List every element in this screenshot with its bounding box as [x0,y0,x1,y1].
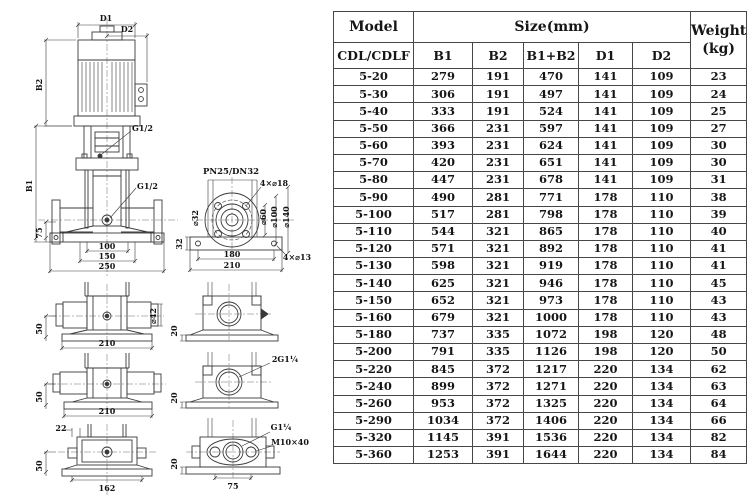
table-row [334,206,747,223]
value-cell: 120 [633,326,691,343]
dimension-table-wrap [333,11,747,464]
value-cell: 63 [691,378,747,395]
value-cell: 524 [524,103,579,120]
dim-phi32: ⌀32 [190,210,200,226]
value-cell: 24 [691,86,747,103]
model-cell: 5-130 [334,258,414,275]
base-view-3-dims [44,428,144,482]
value-cell: 845 [414,361,473,378]
discharge-flange [154,200,162,244]
model-cell: 5-90 [334,189,414,206]
value-cell: 1271 [524,378,579,395]
model-cell: 5-80 [334,172,414,189]
table-row [334,429,747,446]
value-cell: 191 [473,69,524,86]
table-body [334,69,747,464]
value-cell: 391 [473,429,524,446]
table-row [334,361,747,378]
dim-75: 75 [34,227,44,239]
header-b1b2: B1+B2 [524,43,579,69]
value-cell: 1325 [524,395,579,412]
header-weight-line1: Weight [691,22,747,39]
value-cell: 598 [414,258,473,275]
port-label-upper: G1/2 [132,123,153,133]
header-model: Model [334,12,414,43]
value-cell: 178 [579,223,633,240]
oval-flange-labels [169,422,309,491]
value-cell: 45 [691,275,747,292]
value-cell: 771 [524,189,579,206]
value-cell: 279 [414,69,473,86]
dim-22: 22 [55,423,67,433]
value-cell: 321 [473,240,524,257]
table-row [334,69,747,86]
technical-drawing [0,0,333,500]
value-cell: 321 [473,223,524,240]
value-cell: 544 [414,223,473,240]
model-cell: 5-290 [334,412,414,429]
value-cell: 110 [633,258,691,275]
side-port [261,309,268,319]
value-cell: 571 [414,240,473,257]
value-cell: 231 [473,154,524,171]
value-cell: 1644 [524,447,579,464]
value-cell: 110 [633,189,691,206]
value-cell: 23 [691,69,747,86]
model-cell: 5-260 [334,395,414,412]
port-view-2 [180,352,278,408]
value-cell: 27 [691,120,747,137]
value-cell: 134 [633,378,691,395]
value-cell: 109 [633,154,691,171]
value-cell: 134 [633,395,691,412]
value-cell: 1126 [524,344,579,361]
bolt-spec-label: M10×40 [271,437,309,447]
value-cell: 191 [473,103,524,120]
value-cell: 62 [691,361,747,378]
value-cell: 220 [579,429,633,446]
value-cell: 141 [579,172,633,189]
value-cell: 141 [579,103,633,120]
value-cell: 109 [633,103,691,120]
value-cell: 231 [473,172,524,189]
table-row [334,172,747,189]
value-cell: 25 [691,103,747,120]
table-row [334,223,747,240]
value-cell: 946 [524,275,579,292]
header-weight-line2: (kg) [702,41,735,57]
drain-port [105,218,109,222]
value-cell: 798 [524,206,579,223]
value-cell: 366 [414,120,473,137]
dim-162: 162 [98,483,116,493]
value-cell: 31 [691,172,747,189]
flange-spec-label: PN25/DN32 [202,167,260,177]
value-cell: 1217 [524,361,579,378]
value-cell: 372 [473,412,524,429]
value-cell: 899 [414,378,473,395]
value-cell: 84 [691,447,747,464]
dim-50-v2: 50 [34,391,44,403]
dim-32: 32 [174,238,184,250]
port-view-1-labels [169,325,179,337]
value-cell: 41 [691,240,747,257]
dim-210-v2: 210 [98,406,116,416]
value-cell: 391 [473,447,524,464]
dim-d2: D2 [120,24,134,34]
value-cell: 30 [691,154,747,171]
dim-phi42: ⌀42 [148,308,158,324]
table-row [334,395,747,412]
dim-phi100: ⌀100 [269,206,279,228]
model-cell: 5-50 [334,120,414,137]
port-view-1 [180,282,278,341]
value-cell: 110 [633,292,691,309]
motor-body [78,40,135,116]
value-cell: 141 [579,154,633,171]
model-cell: 5-30 [334,86,414,103]
dim-150: 150 [98,251,116,261]
model-cell: 5-70 [334,154,414,171]
value-cell: 624 [524,137,579,154]
dim-250: 250 [98,261,116,271]
dim-20-oval: 20 [169,458,179,470]
value-cell: 48 [691,326,747,343]
value-cell: 791 [414,344,473,361]
port-label-lower: G1/2 [137,181,158,191]
value-cell: 321 [473,275,524,292]
model-cell: 5-110 [334,223,414,240]
value-cell: 39 [691,206,747,223]
value-cell: 110 [633,223,691,240]
oval-flange-view [180,418,280,480]
value-cell: 737 [414,326,473,343]
dim-50-v1: 50 [34,323,44,335]
value-cell: 178 [579,292,633,309]
dim-20-p1: 20 [169,325,179,337]
thread-label-g114: G1¼ [270,422,292,432]
header-weight [691,12,747,69]
table-row [334,258,747,275]
pump-front-view [34,18,178,278]
value-cell: 973 [524,292,579,309]
value-cell: 1253 [414,447,473,464]
value-cell: 321 [473,258,524,275]
header-b2: B2 [473,43,524,69]
dim-210-v1: 210 [98,338,116,348]
header-size: Size(mm) [414,12,691,43]
value-cell: 134 [633,429,691,446]
value-cell: 470 [524,69,579,86]
table-row [334,240,747,257]
value-cell: 141 [579,120,633,137]
value-cell: 66 [691,412,747,429]
value-cell: 109 [633,120,691,137]
dimension-table [333,11,747,464]
value-cell: 306 [414,86,473,103]
bolt-hole [215,231,222,238]
flange-top-view [185,177,296,272]
value-cell: 109 [633,86,691,103]
value-cell: 178 [579,206,633,223]
value-cell: 43 [691,292,747,309]
dim-20-p2: 20 [169,392,179,404]
value-cell: 393 [414,137,473,154]
value-cell: 110 [633,240,691,257]
model-cell: 5-140 [334,275,414,292]
base-holes-label: 4×⌀13 [282,252,312,262]
value-cell: 625 [414,275,473,292]
value-cell: 231 [473,137,524,154]
table-header [334,12,747,69]
model-cell: 5-320 [334,429,414,446]
value-cell: 220 [579,412,633,429]
value-cell: 652 [414,292,473,309]
value-cell: 865 [524,223,579,240]
thread-label-2g: 2G1¼ [271,354,299,364]
value-cell: 372 [473,378,524,395]
value-cell: 178 [579,240,633,257]
value-cell: 109 [633,69,691,86]
value-cell: 191 [473,86,524,103]
value-cell: 178 [579,309,633,326]
dim-b2: B2 [34,78,44,92]
value-cell: 953 [414,395,473,412]
value-cell: 1072 [524,326,579,343]
value-cell: 141 [579,69,633,86]
value-cell: 220 [579,378,633,395]
value-cell: 231 [473,120,524,137]
value-cell: 420 [414,154,473,171]
model-cell: 5-120 [334,240,414,257]
value-cell: 30 [691,137,747,154]
value-cell: 134 [633,361,691,378]
value-cell: 178 [579,189,633,206]
header-b1: B1 [414,43,473,69]
value-cell: 109 [633,172,691,189]
header-model-sub: CDL/CDLF [334,43,414,69]
value-cell: 50 [691,344,747,361]
table-row [334,189,747,206]
value-cell: 134 [633,412,691,429]
value-cell: 220 [579,395,633,412]
table-row [334,275,747,292]
dim-phi140: ⌀140 [281,206,291,228]
value-cell: 220 [579,361,633,378]
table-row [334,344,747,361]
value-cell: 281 [473,206,524,223]
value-cell: 1145 [414,429,473,446]
model-cell: 5-180 [334,326,414,343]
value-cell: 490 [414,189,473,206]
table-row [334,447,747,464]
value-cell: 109 [633,137,691,154]
model-cell: 5-160 [334,309,414,326]
value-cell: 281 [473,189,524,206]
value-cell: 134 [633,447,691,464]
upper-plug-port [98,154,102,158]
value-cell: 447 [414,172,473,189]
dim-210-flange: 210 [223,260,241,270]
dim-75-oval: 75 [227,481,239,491]
value-cell: 372 [473,361,524,378]
table-row [334,103,747,120]
value-cell: 333 [414,103,473,120]
model-cell: 5-20 [334,69,414,86]
header-d2: D2 [633,43,691,69]
table-row [334,412,747,429]
oval-view-dims [180,467,253,480]
table-row [334,120,747,137]
value-cell: 335 [473,344,524,361]
table-row [334,86,747,103]
value-cell: 517 [414,206,473,223]
dim-50-v3: 50 [34,460,44,472]
value-cell: 678 [524,172,579,189]
value-cell: 651 [524,154,579,171]
value-cell: 38 [691,189,747,206]
value-cell: 198 [579,344,633,361]
table-row [334,137,747,154]
model-cell: 5-60 [334,137,414,154]
value-cell: 335 [473,326,524,343]
value-cell: 597 [524,120,579,137]
table-row [334,326,747,343]
model-cell: 5-40 [334,103,414,120]
value-cell: 892 [524,240,579,257]
model-cell: 5-150 [334,292,414,309]
value-cell: 141 [579,137,633,154]
model-cell: 5-200 [334,344,414,361]
value-cell: 110 [633,275,691,292]
table-row [334,378,747,395]
dim-b1: B1 [24,179,34,193]
value-cell: 1000 [524,309,579,326]
value-cell: 40 [691,223,747,240]
table-row [334,309,747,326]
bolt-holes-label: 4×⌀18 [259,178,289,188]
value-cell: 178 [579,275,633,292]
value-cell: 64 [691,395,747,412]
header-d1: D1 [579,43,633,69]
value-cell: 1406 [524,412,579,429]
dim-180: 180 [223,249,241,259]
value-cell: 372 [473,395,524,412]
value-cell: 82 [691,429,747,446]
model-cell: 5-240 [334,378,414,395]
value-cell: 497 [524,86,579,103]
value-cell: 178 [579,258,633,275]
value-cell: 679 [414,309,473,326]
value-cell: 43 [691,309,747,326]
model-cell: 5-360 [334,447,414,464]
model-cell: 5-220 [334,361,414,378]
value-cell: 321 [473,309,524,326]
value-cell: 919 [524,258,579,275]
value-cell: 110 [633,309,691,326]
value-cell: 141 [579,86,633,103]
model-cell: 5-100 [334,206,414,223]
value-cell: 220 [579,447,633,464]
port-view-2-labels [169,354,299,404]
value-cell: 321 [473,292,524,309]
table-row [334,292,747,309]
value-cell: 120 [633,344,691,361]
value-cell: 41 [691,258,747,275]
value-cell: 110 [633,206,691,223]
value-cell: 1034 [414,412,473,429]
dim-phi60: ⌀60 [258,209,268,225]
table-row [334,154,747,171]
value-cell: 1536 [524,429,579,446]
value-cell: 198 [579,326,633,343]
dim-d1: D1 [99,13,113,23]
dim-100: 100 [98,241,116,251]
